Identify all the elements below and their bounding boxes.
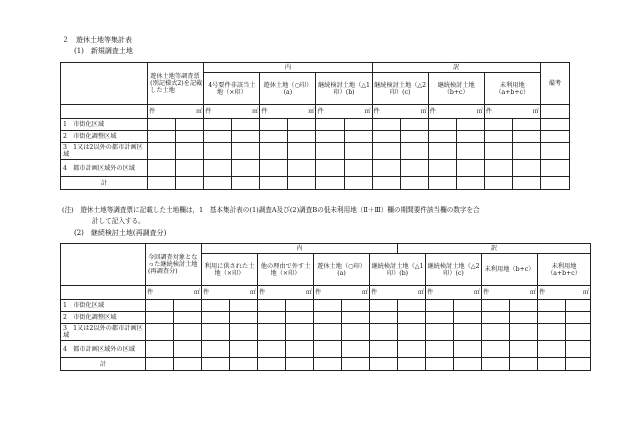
note-line-1: (注) 遊休土地等調査票に記載した土地欄は，1 基本集計表の(1)調査A及び(2)調査Bの低未利用地（Ⅱ＋Ⅲ）欄の期間要件該当欄の数字を合 (62, 206, 480, 214)
unit-cell: 件 ㎡ (428, 105, 484, 119)
uchi-label: 内 (204, 63, 372, 73)
col-target-land: 今回調査対象となった継続検討土地(再調査分) (146, 244, 202, 286)
row-label: 3 1又は2以外の都市計画区域 (61, 324, 146, 341)
row-label: 2 市街化調整区域 (61, 131, 148, 143)
col-excluded-land: 他の理由で外す土地（×印） (258, 254, 314, 286)
unit-cell: 件 ㎡ (202, 286, 258, 300)
col-continue-c: 継続検討土地（△2印）(c) (426, 254, 482, 286)
uchi-label: 内 (202, 244, 398, 254)
note-line-2: 計して記入する。 (92, 217, 145, 225)
unit-cell: 件 ㎡ (482, 286, 538, 300)
unit-cell: 件 ㎡ (372, 105, 428, 119)
unit-blank (61, 105, 148, 119)
unit-cell: 件 ㎡ (146, 286, 202, 300)
unit-cell: 件 ㎡ (538, 286, 591, 300)
col-continue-b: 継続検討土地（△1印）(b) (370, 254, 426, 286)
row-label: 4 都市計画区域外の区域 (61, 341, 146, 358)
continued-survey-table (60, 243, 591, 371)
col-unused-abc: 未利用地（a+b+c） (484, 73, 540, 105)
blank-corner (61, 244, 146, 286)
col-non-applicable: 4号要件非該当土地（×印） (204, 73, 260, 105)
total-label: 計 (61, 358, 146, 371)
total-label: 計 (61, 177, 148, 190)
col-idle-land: 遊休土地（○印）(a) (314, 254, 370, 286)
col-used-land: 利用に供された土地（×印） (202, 254, 258, 286)
col-continue-bc: 継続検討土地（b+c） (428, 73, 484, 105)
row-label: 1 市街化区域 (61, 300, 146, 312)
row-label: 4 都市計画区域外の区域 (61, 160, 148, 177)
unit-blank (61, 286, 146, 300)
unit-cell: 件 ㎡ (258, 286, 314, 300)
wake-label: 訳 (398, 244, 591, 254)
col-idle-land: 遊休土地（○印）(a) (260, 73, 316, 105)
sub-heading-continued: (2) 継続検討土地(再調査分) (74, 229, 167, 237)
unit-cell: 件 ㎡ (260, 105, 316, 119)
col-surveyed-land: 遊休土地等調査票(別記様式2)を記載した土地 (148, 63, 204, 105)
col-biko: 備考 (540, 63, 569, 105)
blank-corner (61, 63, 148, 105)
new-survey-table (60, 62, 570, 190)
unit-cell: 件 ㎡ (314, 286, 370, 300)
section-heading: ２ 遊休土地等集計表 (62, 36, 132, 44)
col-unused-abc: 未利用地（a+b+c） (538, 254, 591, 286)
col-continue-b: 継続検討土地（△1印）(b) (316, 73, 372, 105)
unit-cell: 件 ㎡ (148, 105, 204, 119)
unit-cell: 件 ㎡ (316, 105, 372, 119)
col-unused-bc: 未利用地（b+c） (482, 254, 538, 286)
col-continue-c: 継続検討土地（△2印）(c) (372, 73, 428, 105)
row-label: 3 1又は2以外の都市計画区域 (61, 143, 148, 160)
unit-cell: 件 ㎡ (484, 105, 540, 119)
unit-cell: 件 ㎡ (370, 286, 426, 300)
unit-biko (540, 105, 569, 119)
unit-cell: 件 ㎡ (426, 286, 482, 300)
row-label: 2 市街化調整区域 (61, 312, 146, 324)
sub-heading-new-survey: (1) 新規調査土地 (74, 47, 133, 55)
wake-label: 訳 (372, 63, 540, 73)
row-label: 1 市街化区域 (61, 119, 148, 131)
unit-cell: 件 ㎡ (204, 105, 260, 119)
